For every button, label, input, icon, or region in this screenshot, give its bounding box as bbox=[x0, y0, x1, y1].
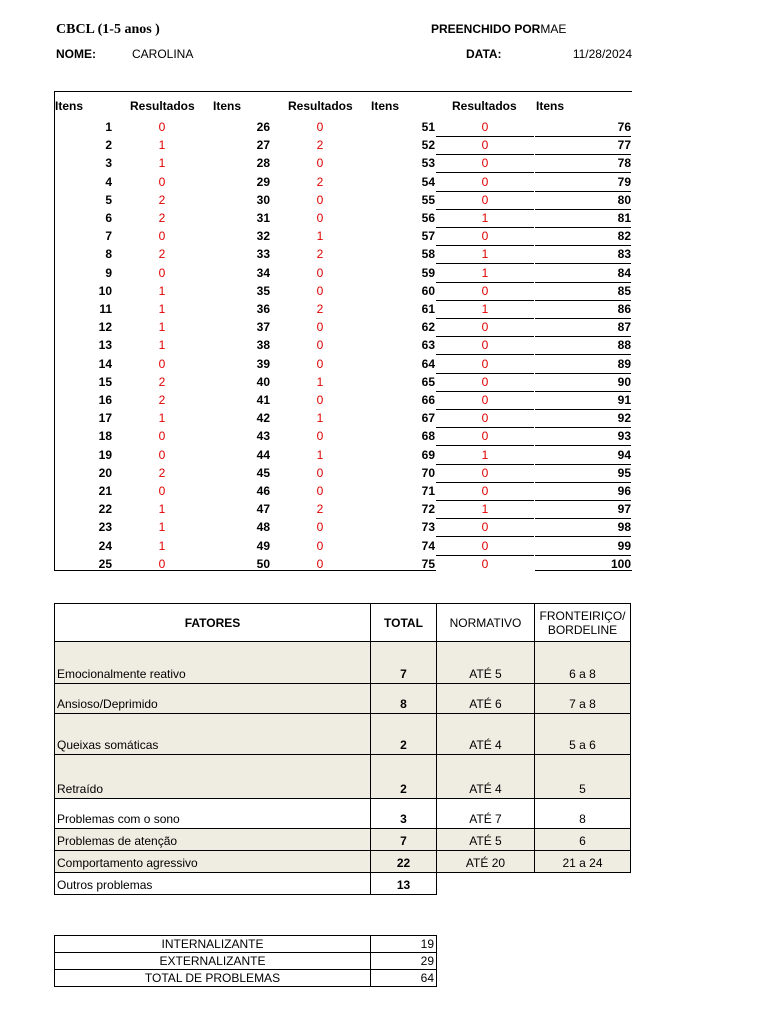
item-number: 32 bbox=[256, 229, 270, 244]
item-result: 0 bbox=[436, 482, 534, 501]
item-number: 94 bbox=[535, 446, 631, 465]
borderline-header: FRONTEIRIÇO/ BORDELINE bbox=[535, 604, 631, 642]
item-number: 97 bbox=[535, 500, 631, 519]
item-result: 1 bbox=[158, 538, 166, 553]
form-title: CBCL (1-5 anos ) bbox=[56, 22, 160, 37]
factor-normative: ATÉ 6 bbox=[437, 684, 535, 714]
item-number: 15 bbox=[98, 374, 112, 389]
summary-table bbox=[54, 935, 437, 987]
factor-total: 8 bbox=[371, 684, 437, 714]
item-result: 0 bbox=[436, 154, 534, 173]
item-number: 20 bbox=[98, 465, 112, 480]
item-number: 67 bbox=[421, 411, 435, 426]
factor-normative: ATÉ 5 bbox=[437, 829, 535, 851]
item-number: 34 bbox=[256, 265, 270, 280]
factor-borderline bbox=[535, 873, 631, 895]
item-number: 59 bbox=[421, 265, 435, 280]
summary-value: 64 bbox=[371, 970, 437, 987]
factor-name: Ansioso/Deprimido bbox=[55, 684, 371, 714]
item-number: 62 bbox=[421, 320, 435, 335]
header-items: Itens bbox=[213, 99, 242, 113]
item-result: 2 bbox=[316, 302, 324, 316]
item-number: 41 bbox=[256, 393, 270, 407]
factor-header: FATORES bbox=[55, 604, 371, 642]
item-result: 0 bbox=[316, 283, 324, 298]
item-result: 0 bbox=[436, 282, 534, 301]
item-number: 35 bbox=[256, 283, 270, 298]
filled-by-value: MAE bbox=[540, 22, 567, 36]
item-number: 70 bbox=[421, 465, 435, 480]
factor-normative: ATÉ 4 bbox=[437, 755, 535, 799]
factor-borderline: 5 a 6 bbox=[535, 714, 631, 755]
item-result: 2 bbox=[158, 192, 166, 207]
item-number: 71 bbox=[421, 484, 435, 498]
item-result: 1 bbox=[316, 374, 324, 389]
item-result: 1 bbox=[436, 245, 534, 264]
item-number: 63 bbox=[421, 338, 435, 353]
filled-by bbox=[431, 22, 566, 36]
factors-header-row bbox=[55, 604, 631, 642]
item-number: 58 bbox=[421, 247, 435, 262]
item-result: 0 bbox=[158, 356, 166, 371]
item-number: 11 bbox=[99, 302, 112, 316]
item-number: 3 bbox=[105, 156, 112, 171]
item-result: 0 bbox=[316, 393, 324, 407]
item-result: 0 bbox=[316, 429, 324, 444]
header-results: Resultados bbox=[288, 99, 353, 113]
factor-borderline: 8 bbox=[535, 799, 631, 829]
item-number: 81 bbox=[535, 209, 631, 228]
item-number: 85 bbox=[535, 282, 631, 301]
header-results: Resultados bbox=[452, 99, 517, 113]
item-number: 19 bbox=[98, 447, 112, 462]
item-number: 89 bbox=[535, 355, 631, 374]
factor-borderline: 6 a 8 bbox=[535, 642, 631, 684]
item-number: 83 bbox=[535, 245, 631, 264]
filled-by-label: PREENCHIDO POR bbox=[431, 22, 541, 36]
factor-borderline: 21 a 24 bbox=[535, 851, 631, 873]
item-number: 46 bbox=[256, 484, 270, 498]
item-number: 38 bbox=[256, 338, 270, 353]
item-number: 82 bbox=[535, 227, 631, 246]
factor-normative: ATÉ 20 bbox=[437, 851, 535, 873]
factor-row bbox=[55, 799, 631, 829]
summary-row bbox=[55, 970, 437, 987]
item-number: 18 bbox=[98, 429, 112, 444]
factor-name: Outros problemas bbox=[55, 873, 371, 895]
item-result: 2 bbox=[316, 502, 324, 517]
item-result: 1 bbox=[158, 283, 166, 298]
item-result: 1 bbox=[158, 338, 166, 353]
item-result: 0 bbox=[316, 520, 324, 535]
header-items: Itens bbox=[371, 99, 400, 113]
item-result: 0 bbox=[316, 356, 324, 371]
item-number: 60 bbox=[421, 283, 435, 298]
item-result: 0 bbox=[158, 484, 166, 498]
item-result: 0 bbox=[316, 211, 324, 225]
item-result: 0 bbox=[436, 409, 534, 428]
item-result: 0 bbox=[316, 538, 324, 553]
item-result: 0 bbox=[436, 336, 534, 355]
factor-total: 22 bbox=[371, 851, 437, 873]
item-number: 80 bbox=[535, 191, 631, 210]
factor-normative: ATÉ 4 bbox=[437, 714, 535, 755]
factor-normative: ATÉ 5 bbox=[437, 642, 535, 684]
item-number: 64 bbox=[421, 356, 435, 371]
date-label: DATA: bbox=[466, 47, 502, 61]
item-result: 0 bbox=[316, 265, 324, 280]
item-result: 2 bbox=[158, 247, 166, 262]
item-number: 49 bbox=[256, 538, 270, 553]
item-number: 29 bbox=[256, 174, 270, 189]
item-result: 0 bbox=[436, 227, 534, 246]
item-number: 66 bbox=[421, 393, 435, 407]
item-number: 39 bbox=[256, 356, 270, 371]
item-result: 0 bbox=[316, 320, 324, 335]
item-result: 1 bbox=[158, 520, 166, 535]
item-result: 1 bbox=[158, 156, 166, 171]
item-number: 9 bbox=[105, 265, 112, 280]
item-number: 24 bbox=[98, 538, 112, 553]
summary-row bbox=[55, 953, 437, 970]
normative-header: NORMATIVO bbox=[437, 604, 535, 642]
item-result: 0 bbox=[436, 464, 534, 483]
item-result: 1 bbox=[316, 229, 324, 244]
item-number: 74 bbox=[421, 538, 435, 553]
item-result: 2 bbox=[316, 247, 324, 262]
item-result: 2 bbox=[316, 174, 324, 189]
item-number: 36 bbox=[256, 302, 270, 316]
item-number: 43 bbox=[256, 429, 270, 444]
item-number: 45 bbox=[256, 465, 270, 480]
item-number: 95 bbox=[535, 464, 631, 483]
item-number: 25 bbox=[98, 556, 112, 571]
header-items: Itens bbox=[55, 99, 84, 113]
item-number: 79 bbox=[535, 173, 631, 192]
item-result: 1 bbox=[436, 209, 534, 228]
item-number: 56 bbox=[421, 211, 435, 225]
item-number: 21 bbox=[98, 484, 112, 498]
factor-total: 2 bbox=[371, 755, 437, 799]
item-result: 2 bbox=[158, 393, 166, 407]
item-number: 50 bbox=[256, 556, 270, 571]
item-result: 0 bbox=[158, 120, 166, 134]
item-result: 0 bbox=[316, 120, 324, 134]
item-result: 1 bbox=[436, 264, 534, 283]
factor-borderline: 5 bbox=[535, 755, 631, 799]
item-result: 2 bbox=[316, 138, 324, 153]
item-number: 87 bbox=[535, 318, 631, 337]
factor-name: Queixas somáticas bbox=[55, 714, 371, 755]
item-result: 0 bbox=[481, 556, 489, 571]
item-number: 23 bbox=[98, 520, 112, 535]
item-number: 27 bbox=[256, 138, 270, 153]
item-number: 98 bbox=[535, 518, 631, 537]
item-result: 0 bbox=[436, 537, 534, 556]
factor-total: 3 bbox=[371, 799, 437, 829]
item-result: 2 bbox=[158, 465, 166, 480]
item-number: 4 bbox=[105, 174, 112, 189]
item-number: 16 bbox=[98, 393, 112, 407]
item-number: 30 bbox=[256, 192, 270, 207]
item-result: 0 bbox=[436, 355, 534, 374]
factors-table bbox=[54, 603, 631, 895]
item-result: 1 bbox=[158, 302, 166, 316]
item-result: 0 bbox=[158, 229, 166, 244]
item-number: 40 bbox=[256, 374, 270, 389]
item-result: 0 bbox=[316, 484, 324, 498]
item-result: 1 bbox=[436, 446, 534, 465]
item-result: 0 bbox=[436, 118, 534, 137]
header-results: Resultados bbox=[130, 99, 195, 113]
item-number: 68 bbox=[421, 429, 435, 444]
item-number: 26 bbox=[256, 120, 270, 134]
item-result: 0 bbox=[436, 173, 534, 192]
item-result: 0 bbox=[316, 156, 324, 171]
item-number: 88 bbox=[535, 336, 631, 355]
item-number: 8 bbox=[105, 247, 112, 262]
item-number: 91 bbox=[535, 391, 631, 410]
item-number: 7 bbox=[105, 229, 112, 244]
factor-row bbox=[55, 873, 631, 895]
item-result: 0 bbox=[316, 465, 324, 480]
item-number: 12 bbox=[98, 320, 112, 335]
summary-label: TOTAL DE PROBLEMAS bbox=[55, 970, 371, 987]
item-number: 1 bbox=[105, 120, 112, 134]
item-number: 48 bbox=[256, 520, 270, 535]
item-number: 90 bbox=[535, 373, 631, 392]
grid-top-border bbox=[54, 91, 632, 92]
item-number: 77 bbox=[535, 136, 631, 155]
item-result: 1 bbox=[158, 320, 166, 335]
item-number: 84 bbox=[535, 264, 631, 283]
item-result: 0 bbox=[158, 429, 166, 444]
name-label: NOME: bbox=[56, 47, 96, 61]
factor-row bbox=[55, 684, 631, 714]
item-number: 73 bbox=[421, 520, 435, 535]
item-result: 1 bbox=[316, 411, 324, 426]
item-number: 53 bbox=[421, 156, 435, 171]
item-result: 0 bbox=[436, 427, 534, 446]
item-number: 42 bbox=[256, 411, 270, 426]
item-number: 47 bbox=[256, 502, 270, 517]
summary-row bbox=[55, 936, 437, 953]
item-result: 0 bbox=[158, 265, 166, 280]
item-number: 2 bbox=[105, 138, 112, 153]
item-result: 0 bbox=[316, 556, 324, 571]
factor-total: 2 bbox=[371, 714, 437, 755]
factor-row bbox=[55, 642, 631, 684]
item-number: 22 bbox=[98, 502, 112, 517]
factor-name: Emocionalmente reativo bbox=[55, 642, 371, 684]
item-number: 65 bbox=[421, 374, 435, 389]
factor-name: Retraído bbox=[55, 755, 371, 799]
summary-value: 29 bbox=[371, 953, 437, 970]
item-result: 0 bbox=[436, 373, 534, 392]
item-number: 61 bbox=[421, 302, 435, 316]
item-number: 28 bbox=[256, 156, 270, 171]
item-number: 75 bbox=[421, 556, 435, 571]
item-result: 0 bbox=[316, 338, 324, 353]
header-items: Itens bbox=[536, 99, 565, 113]
item-number: 72 bbox=[421, 502, 435, 517]
factor-total: 7 bbox=[371, 829, 437, 851]
item-number: 92 bbox=[535, 409, 631, 428]
item-number: 14 bbox=[98, 356, 112, 371]
item-result: 0 bbox=[436, 391, 534, 410]
date-value: 11/28/2024 bbox=[572, 47, 632, 61]
factor-borderline: 7 a 8 bbox=[535, 684, 631, 714]
factor-normative: ATÉ 7 bbox=[437, 799, 535, 829]
item-number: 51 bbox=[421, 120, 435, 134]
item-number: 100 bbox=[610, 556, 631, 571]
item-result: 2 bbox=[158, 211, 166, 225]
item-number: 31 bbox=[256, 211, 270, 225]
item-number: 78 bbox=[535, 154, 631, 173]
item-number: 52 bbox=[421, 138, 435, 153]
total-header: TOTAL bbox=[371, 604, 437, 642]
item-number: 5 bbox=[105, 192, 112, 207]
item-number: 57 bbox=[421, 229, 435, 244]
item-result: 0 bbox=[158, 447, 166, 462]
item-number: 99 bbox=[535, 537, 631, 556]
item-result: 0 bbox=[158, 556, 166, 571]
item-result: 1 bbox=[436, 300, 534, 319]
item-result: 1 bbox=[436, 500, 534, 519]
factor-row bbox=[55, 851, 631, 873]
item-number: 6 bbox=[105, 211, 112, 225]
item-result: 0 bbox=[436, 518, 534, 537]
factor-total: 7 bbox=[371, 642, 437, 684]
item-number: 13 bbox=[98, 338, 112, 353]
factor-borderline: 6 bbox=[535, 829, 631, 851]
item-number: 76 bbox=[535, 118, 631, 137]
item-result: 2 bbox=[158, 374, 166, 389]
factor-row bbox=[55, 714, 631, 755]
factor-name: Problemas com o sono bbox=[55, 799, 371, 829]
factor-total: 13 bbox=[371, 873, 437, 895]
factor-row bbox=[55, 755, 631, 799]
item-result: 1 bbox=[158, 411, 166, 426]
item-number: 10 bbox=[98, 283, 112, 298]
item-number: 54 bbox=[421, 174, 435, 189]
summary-value: 19 bbox=[371, 936, 437, 953]
item-number: 69 bbox=[421, 447, 435, 462]
factor-name: Comportamento agressivo bbox=[55, 851, 371, 873]
item-result: 0 bbox=[436, 136, 534, 155]
item-result: 0 bbox=[316, 192, 324, 207]
item-result: 1 bbox=[316, 447, 324, 462]
summary-label: EXTERNALIZANTE bbox=[55, 953, 371, 970]
item-number: 33 bbox=[256, 247, 270, 262]
item-result: 0 bbox=[436, 191, 534, 210]
item-number: 55 bbox=[421, 192, 435, 207]
name-value: CAROLINA bbox=[132, 47, 194, 61]
summary-label: INTERNALIZANTE bbox=[55, 936, 371, 953]
item-result: 1 bbox=[158, 502, 166, 517]
item-result: 1 bbox=[158, 138, 166, 153]
factor-name: Problemas de atenção bbox=[55, 829, 371, 851]
item-number: 86 bbox=[535, 300, 631, 319]
item-number: 96 bbox=[535, 482, 631, 501]
item-number: 44 bbox=[256, 447, 270, 462]
item-number: 93 bbox=[535, 427, 631, 446]
factor-normative bbox=[437, 873, 535, 895]
item-number: 37 bbox=[256, 320, 270, 335]
factor-row bbox=[55, 829, 631, 851]
item-result: 0 bbox=[158, 174, 166, 189]
items-grid bbox=[54, 91, 632, 571]
item-result: 0 bbox=[436, 318, 534, 337]
item-number: 17 bbox=[98, 411, 112, 426]
